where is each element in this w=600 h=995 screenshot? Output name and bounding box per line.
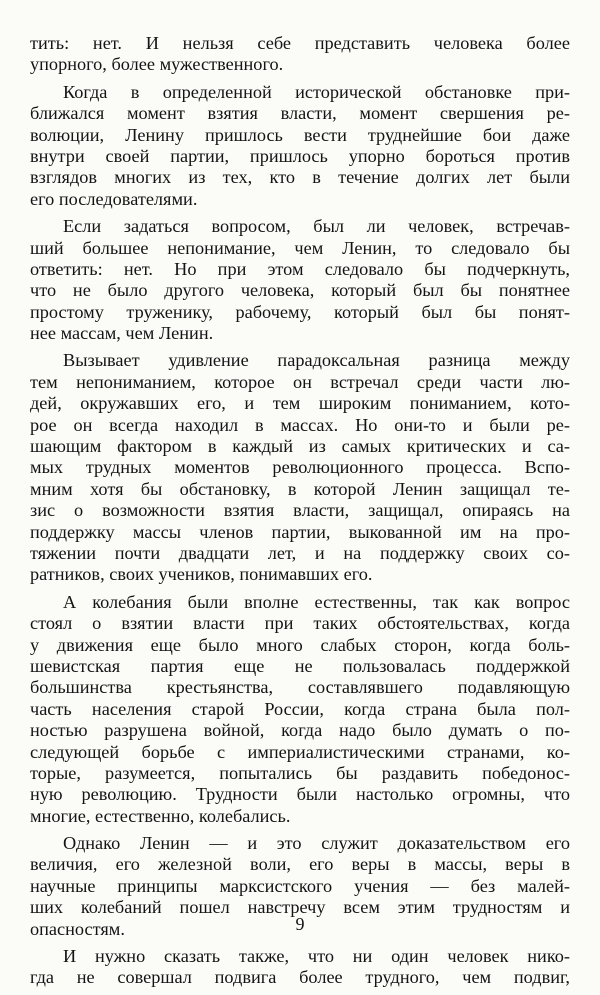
text-line: нее массам, чем Ленин. (30, 323, 214, 344)
text-line: мним хотя бы обстановку, в которой Ленин защищал те- (30, 478, 570, 499)
page-number: 9 (295, 914, 305, 934)
text-line: поддержку массы членов партии, выкованной им на про- (30, 521, 570, 542)
paragraph (30, 350, 570, 585)
text-line: ший большее непонимание, чем Ленин, то следовало бы (30, 237, 570, 258)
text-line: Вызывает удивление парадоксальная разница между (63, 350, 570, 371)
text-line: Когда в определенной исторической обстановке при- (63, 81, 570, 102)
text-line: Однако Ленин — и это служит доказательством его (63, 833, 570, 854)
text-line: ностью разрушена войной, когда надо было думать о по- (30, 720, 570, 741)
text-line: ратников, своих учеников, понимавших его. (30, 564, 373, 585)
text-line: большинства крестьянства, составлявшего подавляющую (30, 677, 570, 698)
text-line: часть населения старой России, когда страна была пол- (30, 698, 570, 719)
text-line: опасностям. (30, 918, 125, 939)
text-line: у движения еще было много слабых сторон, когда боль- (30, 634, 570, 655)
text-line: волюции, Ленину пришлось вести труднейшие бои даже (30, 124, 570, 145)
paragraph (30, 946, 570, 989)
text-line: следующей борьбе с империалистическими странами, ко- (30, 741, 570, 762)
text-line: его последователями. (30, 188, 198, 209)
text-line: зис о возможности взятия власти, защищал, опираясь на (30, 500, 570, 521)
text-line: ближался момент взятия власти, момент свершения ре- (30, 103, 570, 124)
text-line: шающим фактором в каждый из самых критических и са- (30, 436, 570, 457)
text-line: внутри своей партии, пришлось упорно бороться против (30, 145, 570, 166)
text-line: мых трудных моментов революционного процесса. Вспо- (30, 457, 570, 478)
paragraph (30, 33, 570, 76)
text-line: И нужно сказать также, что ни один человек нико- (63, 946, 570, 967)
text-line: шевистская партия еще не пользовалась поддержкой (30, 655, 570, 676)
text-line: многие, естественно, колебались. (30, 805, 291, 826)
text-line: величия, его железной воли, его веры в массы, веры в (30, 854, 570, 875)
text-line: тяжении почти двадцати лет, и на поддержку своих со- (30, 542, 570, 563)
text-line: простому труженику, рабочему, который был бы понят- (30, 301, 570, 322)
text-line: ответить: нет. Но при этом следовало бы подчеркнуть, (30, 258, 570, 279)
text-line: тем непониманием, которое он встречал среди части лю- (30, 371, 570, 392)
text-line: стоял о взятии власти при таких обстоятельствах, когда (30, 613, 570, 634)
text-line: тить: нет. И нельзя себе представить человека более (30, 33, 570, 53)
text-line: ших колебаний пошел навстречу всем этим трудностям и (30, 897, 570, 918)
text-line: научные принципы марксистского учения — без малей- (30, 875, 570, 896)
text-line: упорного, более мужественного. (30, 54, 284, 75)
text-line: взглядов многих из тех, кто в течение долгих лет были (30, 167, 570, 188)
text-line: дей, окружавших его, и тем широким пониманием, кото- (30, 393, 570, 414)
text-line: ную революцию. Трудности были настолько огромны, что (30, 784, 570, 805)
text-line: рое он всегда находил в массах. Но они-то и были ре- (30, 414, 570, 435)
text-line: А колебания были вполне естественны, так как вопрос (63, 591, 570, 612)
paragraph (30, 82, 570, 210)
text-line: Если задаться вопросом, был ли человек, встречав- (63, 216, 570, 237)
page-text (30, 33, 570, 995)
text-line: что не было другого человека, который был бы понятнее (30, 280, 570, 301)
text-line: гда не совершал подвига более трудного, чем подвиг, (30, 967, 570, 988)
paragraph (30, 592, 570, 827)
paragraph (30, 216, 570, 344)
text-line: торые, разумеется, попытались бы раздавить победонос- (30, 762, 570, 783)
